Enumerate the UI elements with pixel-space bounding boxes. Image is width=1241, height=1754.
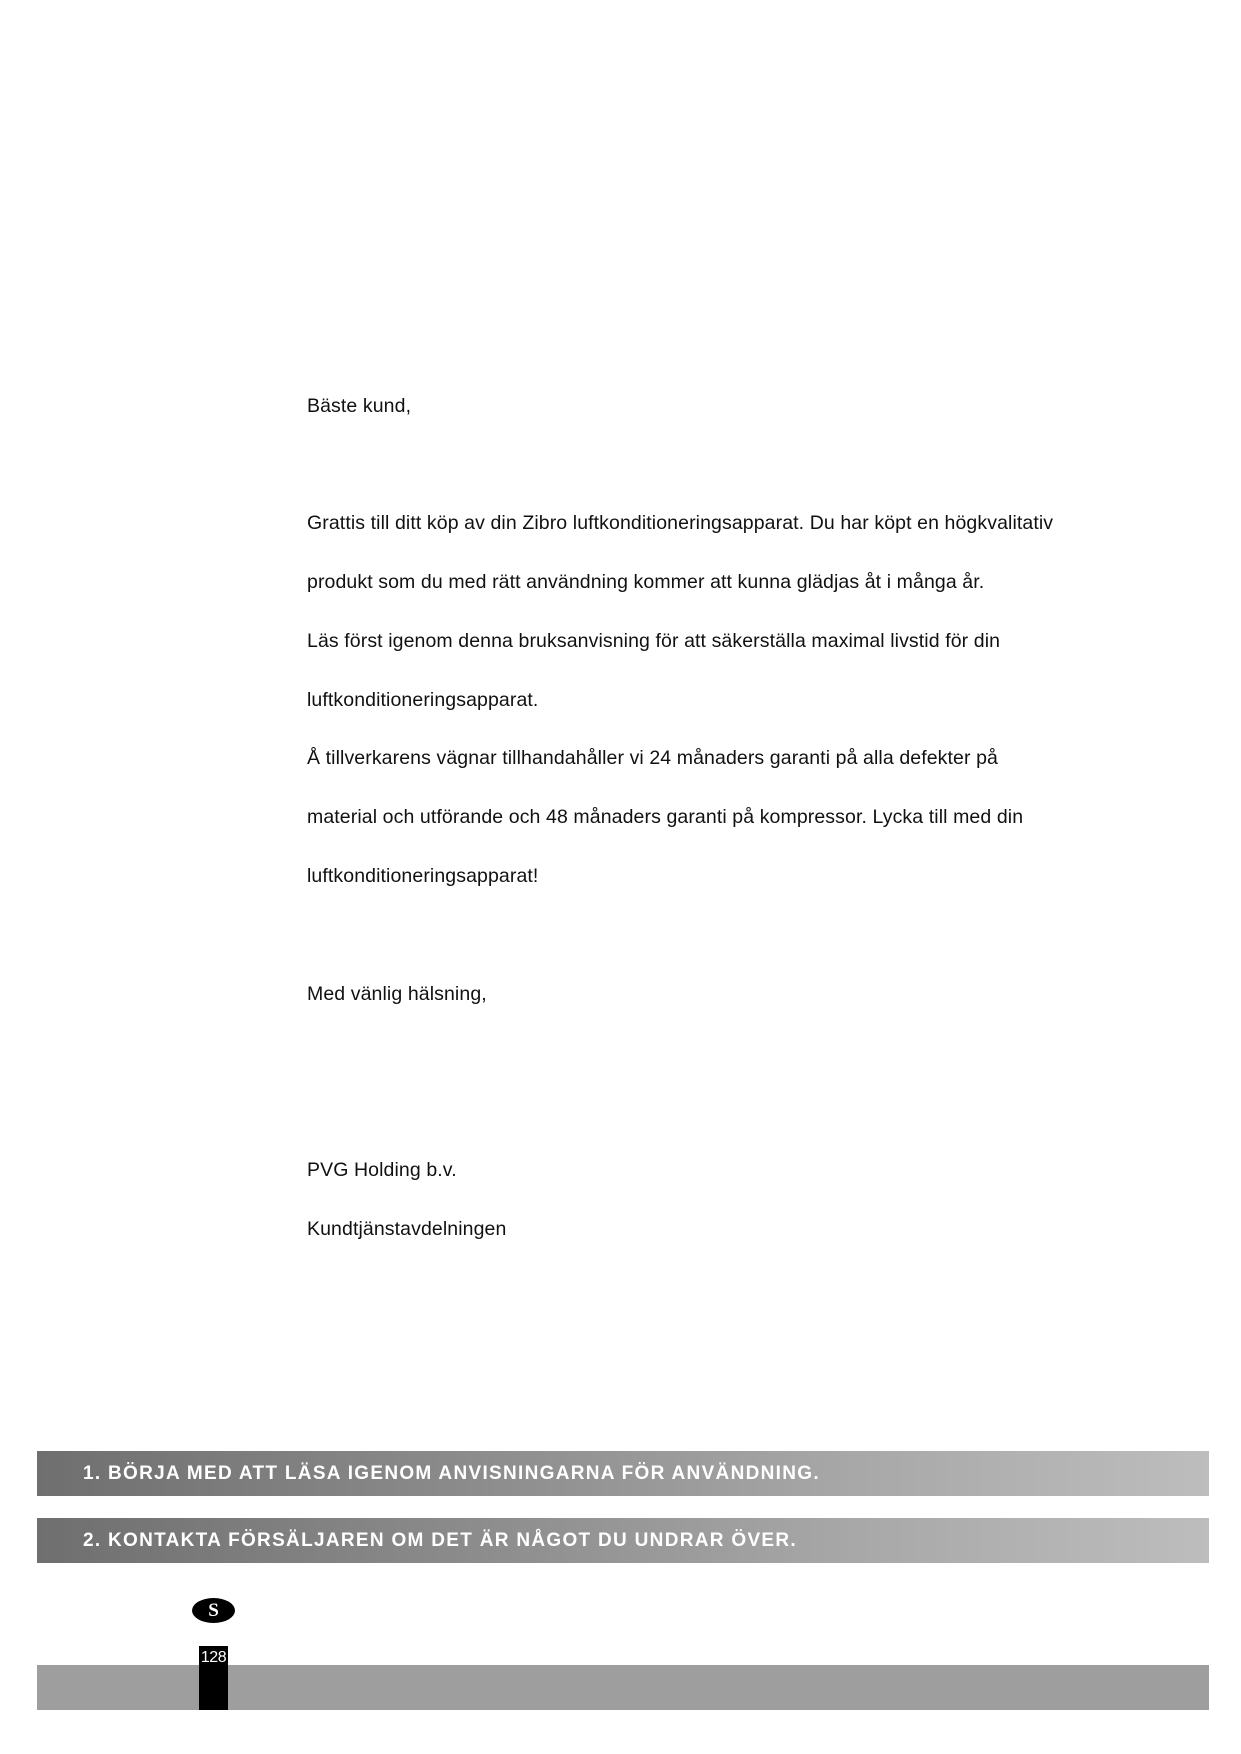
instruction-banner-1: 1. BÖRJA MED ATT LÄSA IGENOM ANVISNINGARNA FÖR ANVÄNDNING. — [37, 1451, 1209, 1496]
body-line: Å tillverkarens vägnar tillhandahåller vi 24 månaders garanti på alla defekter på — [307, 747, 998, 769]
body-line: luftkonditioneringsapparat. — [307, 689, 539, 711]
greeting: Bäste kund, — [307, 395, 412, 417]
instruction-banner-2: 2. KONTAKTA FÖRSÄLJAREN OM DET ÄR NÅGOT DU UNDRAR ÖVER. — [37, 1518, 1209, 1563]
body-line: produkt som du med rätt användning kommer att kunna glädjas åt i många år. — [307, 571, 985, 593]
department-name: Kundtjänstavdelningen — [307, 1218, 507, 1240]
body-line: luftkonditioneringsapparat! — [307, 865, 539, 887]
body-line: material och utförande och 48 månaders garanti på kompressor. Lycka till med din — [307, 806, 1024, 828]
body-line: Grattis till ditt köp av din Zibro luftkonditioneringsapparat. Du har köpt en högkvalitativ — [307, 512, 1054, 534]
language-badge: S — [192, 1598, 235, 1623]
company-name: PVG Holding b.v. — [307, 1159, 457, 1181]
page-number: 128 — [200, 1649, 227, 1666]
closing: Med vänlig hälsning, — [307, 983, 487, 1005]
body-line: Läs först igenom denna bruksanvisning för att säkerställa maximal livstid för din — [307, 630, 1001, 652]
